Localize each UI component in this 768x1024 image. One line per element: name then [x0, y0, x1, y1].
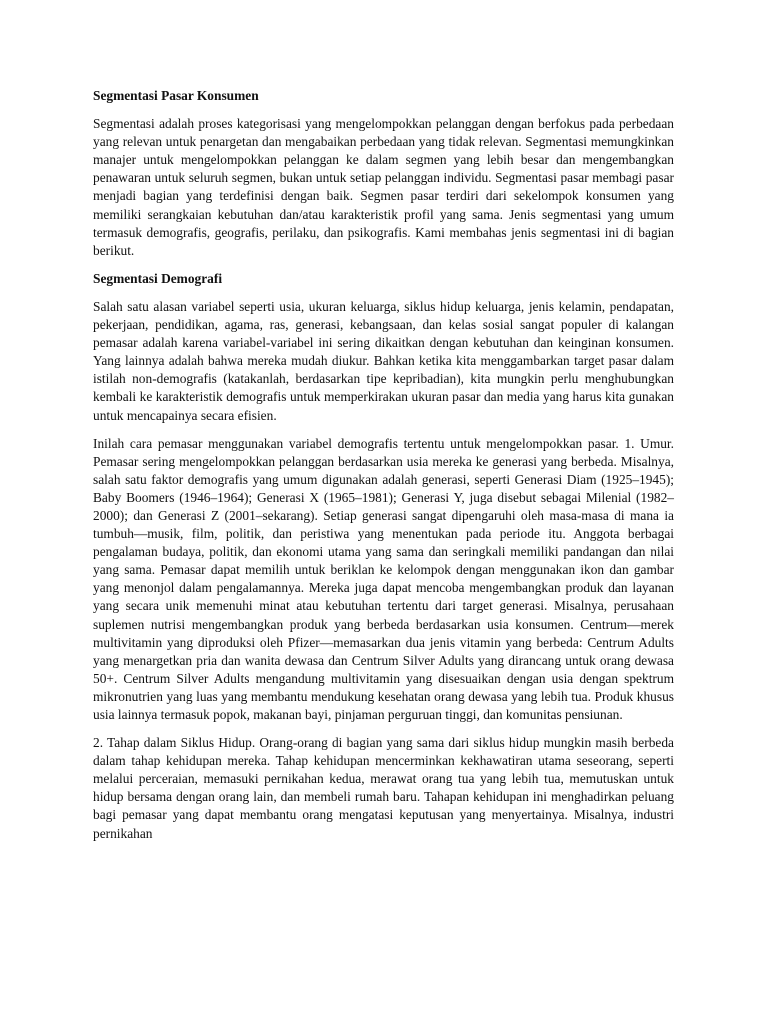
- section-heading-segmentasi-demografi: Segmentasi Demografi: [93, 270, 223, 286]
- paragraph-segmentasi-definition: Segmentasi adalah proses kategorisasi yang mengelompokkan pelanggan dengan berfokus pada perbedaan yang relevan untuk penargetan dan mengabaikan perbedaan yang tidak relevan. Segmentasi memungkinkan manajer untuk mengelompokkan pelanggan ke dalam segmen yang lebih besar dan mengembangkan penawaran untuk seluruh segmen, bukan untuk setiap pelanggan individu. Segmentasi pasar membagi pasar menjadi bagian yang terdefinisi dengan baik. Segmen pasar terdiri dari sekelompok konsumen yang memiliki serangkaian kebutuhan dan/atau karakteristik profil yang sama. Jenis segmentasi yang umum termasuk demografis, geografis, perilaku, dan psikografis. Kami membahas jenis segmentasi ini di bagian berikut.: [93, 116, 674, 258]
- document-page: [93, 87, 674, 853]
- paragraph-demographic-variables: Salah satu alasan variabel seperti usia, ukuran keluarga, siklus hidup keluarga, jenis kelamin, pendapatan, pekerjaan, pendidikan, agama, ras, generasi, kebangsaan, dan kelas sosial sangat populer di kalangan pemasar adalah karena variabel-variabel ini sering dikaitkan dengan kebutuhan dan keinginan konsumen. Yang lainnya adalah bahwa mereka mudah diukur. Bahkan ketika kita menggambarkan target pasar dalam istilah non-demografis (katakanlah, berdasarkan tipe kepribadian), kita mungkin perlu menghubungkan kembali ke karakteristik demografis untuk memperkirakan ukuran pasar dan media yang harus kita gunakan untuk mencapainya secara efisien.: [93, 298, 674, 423]
- section-heading-segmentasi-pasar-konsumen: Segmentasi Pasar Konsumen: [93, 88, 259, 103]
- paragraph-life-cycle-stage: 2. Tahap dalam Siklus Hidup. Orang-orang di bagian yang sama dari siklus hidup mungkin masih berbeda dalam tahap kehidupan mereka. Tahap kehidupan mencerminkan kekhawatiran utama seseorang, seperti melalui perceraian, memasuki pernikahan kedua, merawat orang tua yang lebih tua, memutuskan untuk hidup bersama dengan orang lain, dan membeli rumah baru. Tahapan kehidupan ini menghadirkan peluang bagi pemasar yang dapat membantu orang mengatasi keputusan yang menyertainya. Misalnya, industri pernikahan: [93, 735, 674, 841]
- paragraph-age-generations: Inilah cara pemasar menggunakan variabel demografis tertentu untuk mengelompokkan pasar. 1. Umur. Pemasar sering mengelompokkan pelanggan berdasarkan usia mereka ke generasi yang berbeda. Misalnya, salah satu faktor demografis yang umum digunakan adalah generasi, seperti Generasi Diam (1925–1945); Baby Boomers (1946–1964); Generasi X (1965–1981); Generasi Y, juga disebut sebagai Milenial (1982–2000); dan Generasi Z (2001–sekarang). Setiap generasi sangat dipengaruhi oleh masa-masa di mana ia tumbuh—musik, film, politik, dan peristiwa yang menentukan pada periode itu. Anggota berbagai pengalaman budaya, politik, dan ekonomi utama yang sama dan seringkali memiliki pandangan dan nilai yang sama. Pemasar dapat memilih untuk beriklan ke kelompok dengan menggunakan ikon dan gambar yang menonjol dalam pengalamannya. Mereka juga dapat mencoba mengembangkan produk dan layanan yang secara unik memenuhi minat atau kebutuhan tertentu dari target generasi. Misalnya, perusahaan suplemen nutrisi mengembangkan produk yang berbeda berdasarkan usia konsumen. Centrum—merek multivitamin yang diproduksi oleh Pfizer—memasarkan dua jenis vitamin yang berbeda: Centrum Adults yang menargetkan pria dan wanita dewasa dan Centrum Silver Adults yang dirancang untuk orang dewasa 50+. Centrum Silver Adults mengandung multivitamin yang disesuaikan dengan usia dengan spektrum mikronutrien yang luas yang membantu mendukung kesehatan orang dewasa yang lebih tua. Produk khusus usia lainnya termasuk popok, makanan bayi, pinjaman perguruan tinggi, dan komunitas pensiunan.: [93, 435, 674, 722]
